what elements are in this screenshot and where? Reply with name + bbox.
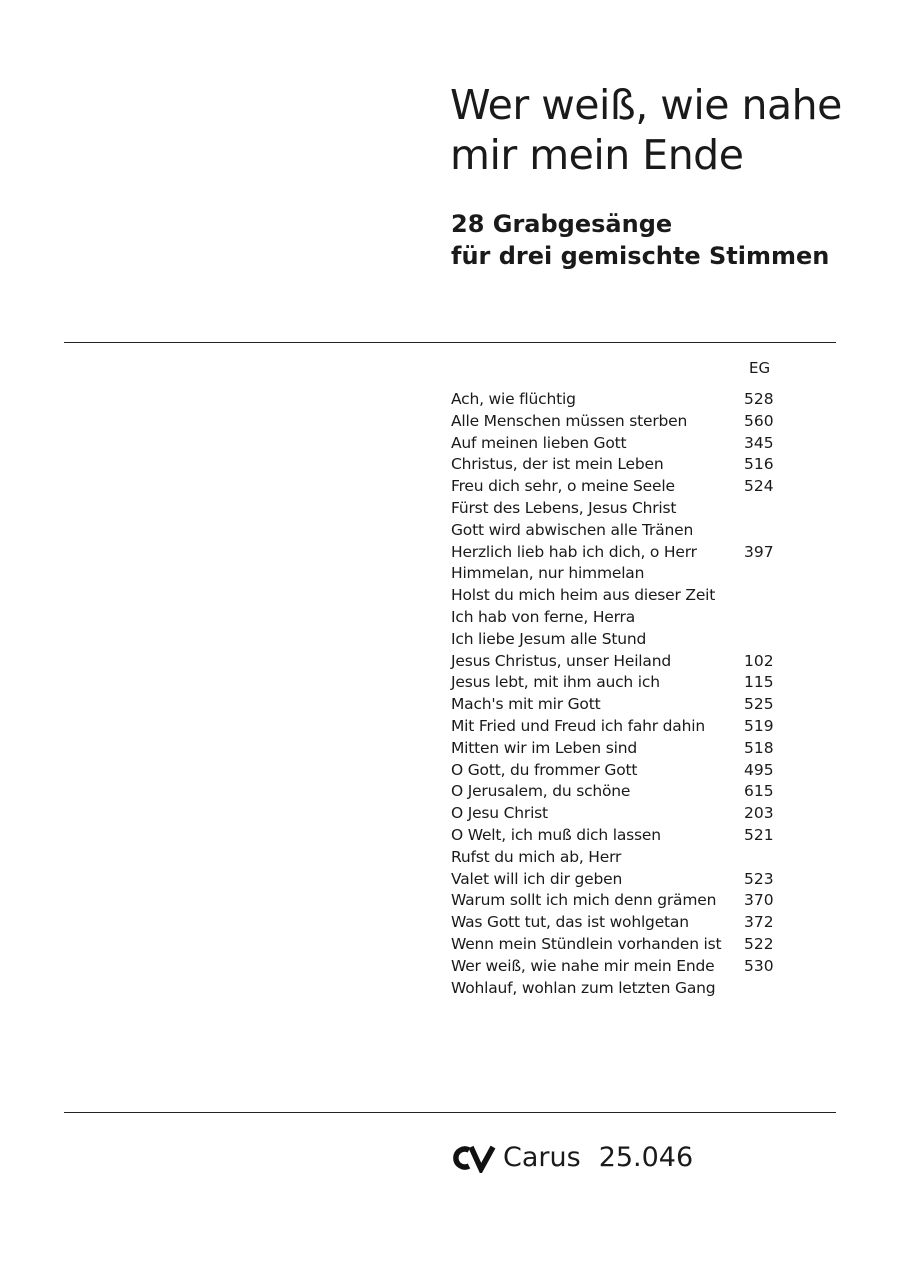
catalog-number: 25.046 [598, 1142, 694, 1173]
eg-number: 345 [744, 433, 774, 452]
publisher-name: Carus [503, 1142, 581, 1173]
eg-number: 528 [744, 390, 774, 408]
eg-number: 523 [744, 869, 774, 888]
eg-number: 397 [744, 542, 774, 561]
hymn-title: Christus, der ist mein Leben [451, 455, 664, 474]
hymn-title: Wer weiß, wie nahe mir mein Ende [451, 956, 715, 975]
hymn-title: Freu dich sehr, o meine Seele [451, 477, 675, 496]
list-item [451, 411, 781, 433]
list-item [451, 760, 781, 782]
eg-number: 521 [744, 825, 774, 844]
eg-number: 519 [744, 716, 774, 735]
hymn-title: Ich liebe Jesum alle Stund [451, 629, 647, 648]
hymn-title: O Jesu Christ [451, 804, 548, 823]
publisher-footer [449, 1138, 693, 1178]
list-item [451, 956, 781, 978]
carus-cv-logo-icon [449, 1143, 497, 1173]
page-title [450, 80, 890, 180]
list-item [451, 716, 781, 738]
hymn-title: Jesus lebt, mit ihm auch ich [451, 673, 660, 692]
list-item [451, 869, 781, 891]
hymn-title: Valet will ich dir geben [451, 869, 623, 888]
contents-list [451, 389, 781, 999]
eg-number: 115 [744, 673, 774, 692]
list-item [451, 890, 781, 912]
list-item [451, 803, 781, 825]
hymn-title: Gott wird abwischen alle Tränen [451, 520, 694, 539]
hymn-title: Ich hab von ferne, Herra [451, 607, 636, 626]
eg-number: 522 [744, 934, 774, 953]
hymn-title: O Gott, du frommer Gott [451, 760, 638, 779]
list-item [451, 542, 781, 564]
eg-number: 370 [744, 891, 774, 910]
list-item [451, 389, 781, 411]
hymn-title: Alle Menschen müssen sterben [451, 411, 688, 430]
list-item [451, 498, 781, 520]
hymn-title: Fürst des Lebens, Jesus Christ [451, 498, 677, 517]
subtitle [451, 208, 891, 272]
hymn-title: O Welt, ich muß dich lassen [451, 825, 661, 844]
eg-column-header: EG [749, 359, 771, 377]
list-item [451, 476, 781, 498]
list-item [451, 781, 781, 803]
hymn-title: Wohlauf, wohlan zum letzten Gang [451, 978, 716, 997]
hymn-title: Ach, wie flüchtig [451, 390, 576, 408]
eg-number: 560 [744, 411, 774, 430]
list-item [451, 629, 781, 651]
title-line-2: mir mein Ende [450, 131, 744, 179]
list-item [451, 694, 781, 716]
eg-number: 516 [744, 455, 774, 474]
list-item [451, 454, 781, 476]
list-item [451, 978, 781, 1000]
list-item [451, 520, 781, 542]
list-item [451, 563, 781, 585]
list-item [451, 847, 781, 869]
list-item [451, 585, 781, 607]
subtitle-line-2: für drei gemischte Stimmen [451, 242, 830, 270]
eg-number: 203 [744, 804, 774, 823]
bottom-divider [64, 1112, 836, 1113]
hymn-title: Rufst du mich ab, Herr [451, 847, 622, 866]
eg-number: 372 [744, 913, 774, 932]
list-item [451, 433, 781, 455]
hymn-title: Mitten wir im Leben sind [451, 738, 638, 757]
hymn-title: Holst du mich heim aus dieser Zeit [451, 586, 716, 605]
eg-number: 530 [744, 956, 774, 975]
eg-number: 615 [744, 782, 774, 801]
list-item [451, 825, 781, 847]
hymn-title: Himmelan, nur himmelan [451, 564, 645, 583]
hymn-title: Mit Fried und Freud ich fahr dahin [451, 716, 705, 735]
hymn-title: Herzlich lieb hab ich dich, o Herr [451, 542, 697, 561]
list-item [451, 738, 781, 760]
hymn-title: Was Gott tut, das ist wohlgetan [451, 913, 689, 932]
eg-number: 524 [744, 477, 774, 496]
subtitle-line-1: 28 Grabgesänge [451, 210, 673, 238]
list-item [451, 912, 781, 934]
list-item [451, 651, 781, 673]
eg-number: 518 [744, 738, 774, 757]
hymn-title: Wenn mein Stündlein vorhanden ist [451, 934, 722, 953]
eg-number: 525 [744, 695, 774, 714]
eg-number: 495 [744, 760, 774, 779]
hymn-title: Auf meinen lieben Gott [451, 433, 627, 452]
eg-number: 102 [744, 651, 774, 670]
list-item [451, 934, 781, 956]
title-line-1: Wer weiß, wie nahe [450, 81, 842, 129]
hymn-title: O Jerusalem, du schöne [451, 782, 631, 801]
hymn-title: Warum sollt ich mich denn grämen [451, 891, 717, 910]
hymn-title: Mach's mit mir Gott [451, 695, 601, 714]
list-item [451, 607, 781, 629]
top-divider [64, 342, 836, 343]
hymn-title: Jesus Christus, unser Heiland [451, 651, 671, 670]
list-item [451, 672, 781, 694]
